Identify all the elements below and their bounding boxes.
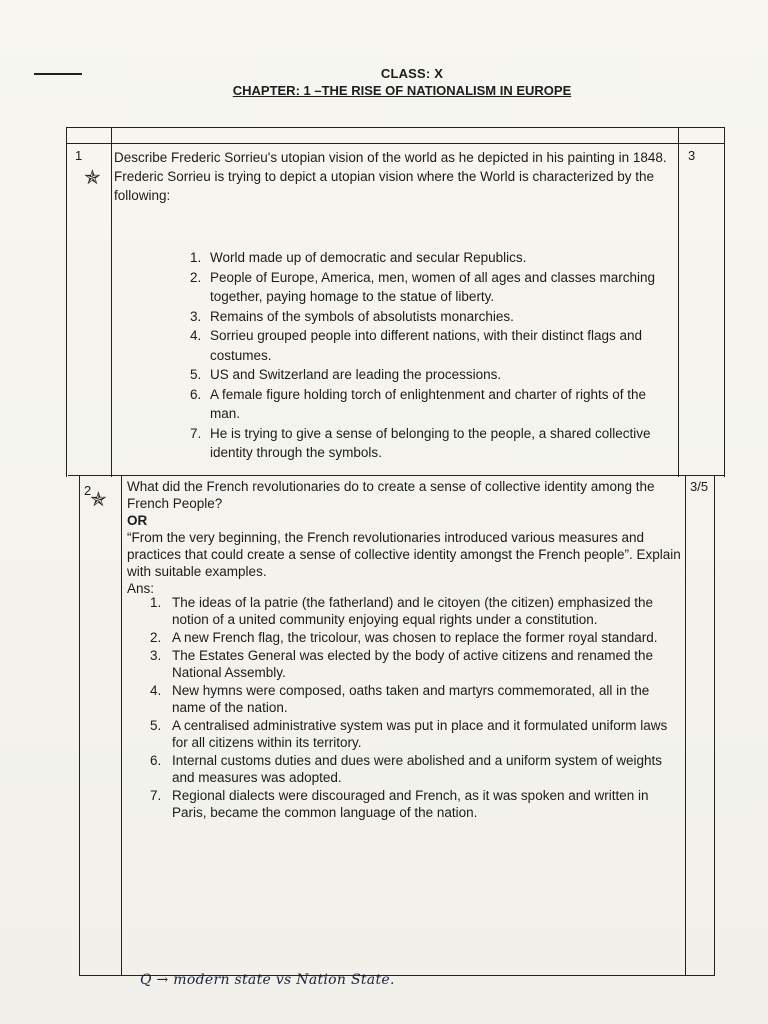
- question-2-marks: 3/5: [690, 479, 709, 494]
- question-2-prompt: What did the French revolutionaries do to create a sense of collective identity among the French People?: [127, 479, 655, 511]
- question-2-text: [127, 478, 682, 597]
- list-item: 4. Sorrieu grouped people into different nations, with their distinct flags and costumes.: [190, 328, 643, 363]
- list-item: 6. A female figure holding torch of enlightenment and charter of rights of the man.: [190, 386, 647, 421]
- question-1-intro: Frederic Sorrieu is trying to depict a utopian vision where the World is characterized by the following:: [114, 169, 655, 203]
- list-item: 2. A new French flag, the tricolour, was chosen to replace the former royal standard.: [150, 630, 658, 645]
- list-item: 7. He is trying to give a sense of belonging to the people, a shared collective identity through the symbols.: [190, 425, 651, 460]
- handwritten-note: Q → modern state vs Nation State.: [140, 972, 395, 988]
- list-item: 6. Internal customs duties and dues were abolished and a uniform system of weights and measures was adopted.: [150, 753, 663, 785]
- or-label: OR: [127, 513, 148, 528]
- list-item: 3. Remains of the symbols of absolutists monarchies.: [190, 308, 514, 324]
- star-mark-icon: ✯: [90, 489, 107, 511]
- question-2-number: 2: [84, 483, 92, 498]
- chapter-title: CHAPTER: 1 –THE RISE OF NATIONALISM IN EUROPE: [232, 83, 572, 98]
- list-item: 5. A centralised administrative system was put in place and it formulated uniform laws for all citizens within its territory.: [150, 718, 668, 750]
- list-item: 1. World made up of democratic and secular Republics.: [190, 250, 527, 265]
- question-1-number: 1: [75, 148, 83, 163]
- question-1-marks: 3: [688, 148, 696, 163]
- list-item: 3. The Estates General was elected by the body of active citizens and renamed the National Assembly.: [150, 648, 654, 680]
- list-item: 7. Regional dialects were discouraged and French, as it was spoken and written in Paris, became the common language of the nation.: [150, 788, 649, 820]
- list-item: 5. US and Switzerland are leading the processions.: [190, 367, 502, 382]
- list-item: 2. People of Europe, America, men, women of all ages and classes marching together, paying homage to the statue of liberty.: [190, 269, 655, 304]
- question-1-text: [114, 148, 674, 205]
- star-mark-icon: ✯: [84, 167, 101, 189]
- question-2-alt-prompt: “From the very beginning, the French revolutionaries introduced various measures and practices that could create a sense of collective identity amongst the French people”. Explain with suitable examples.: [127, 530, 681, 579]
- question-1-points: [190, 248, 660, 463]
- question-1-prompt: Describe Frederic Sorrieu's utopian vision of the world as he depicted in his painting in 1848.: [114, 150, 667, 165]
- answer-label: Ans:: [127, 581, 155, 596]
- question-2-points: [150, 594, 685, 822]
- list-item: 1. The ideas of la patrie (the fatherland) and le citoyen (the citizen) emphasized the notion of a united community enjoying equal rights under a constitution.: [150, 595, 654, 627]
- list-item: 4. New hymns were composed, oaths taken and martyrs commemorated, all in the name of the nation.: [150, 683, 650, 715]
- class-heading: CLASS: X: [380, 66, 444, 81]
